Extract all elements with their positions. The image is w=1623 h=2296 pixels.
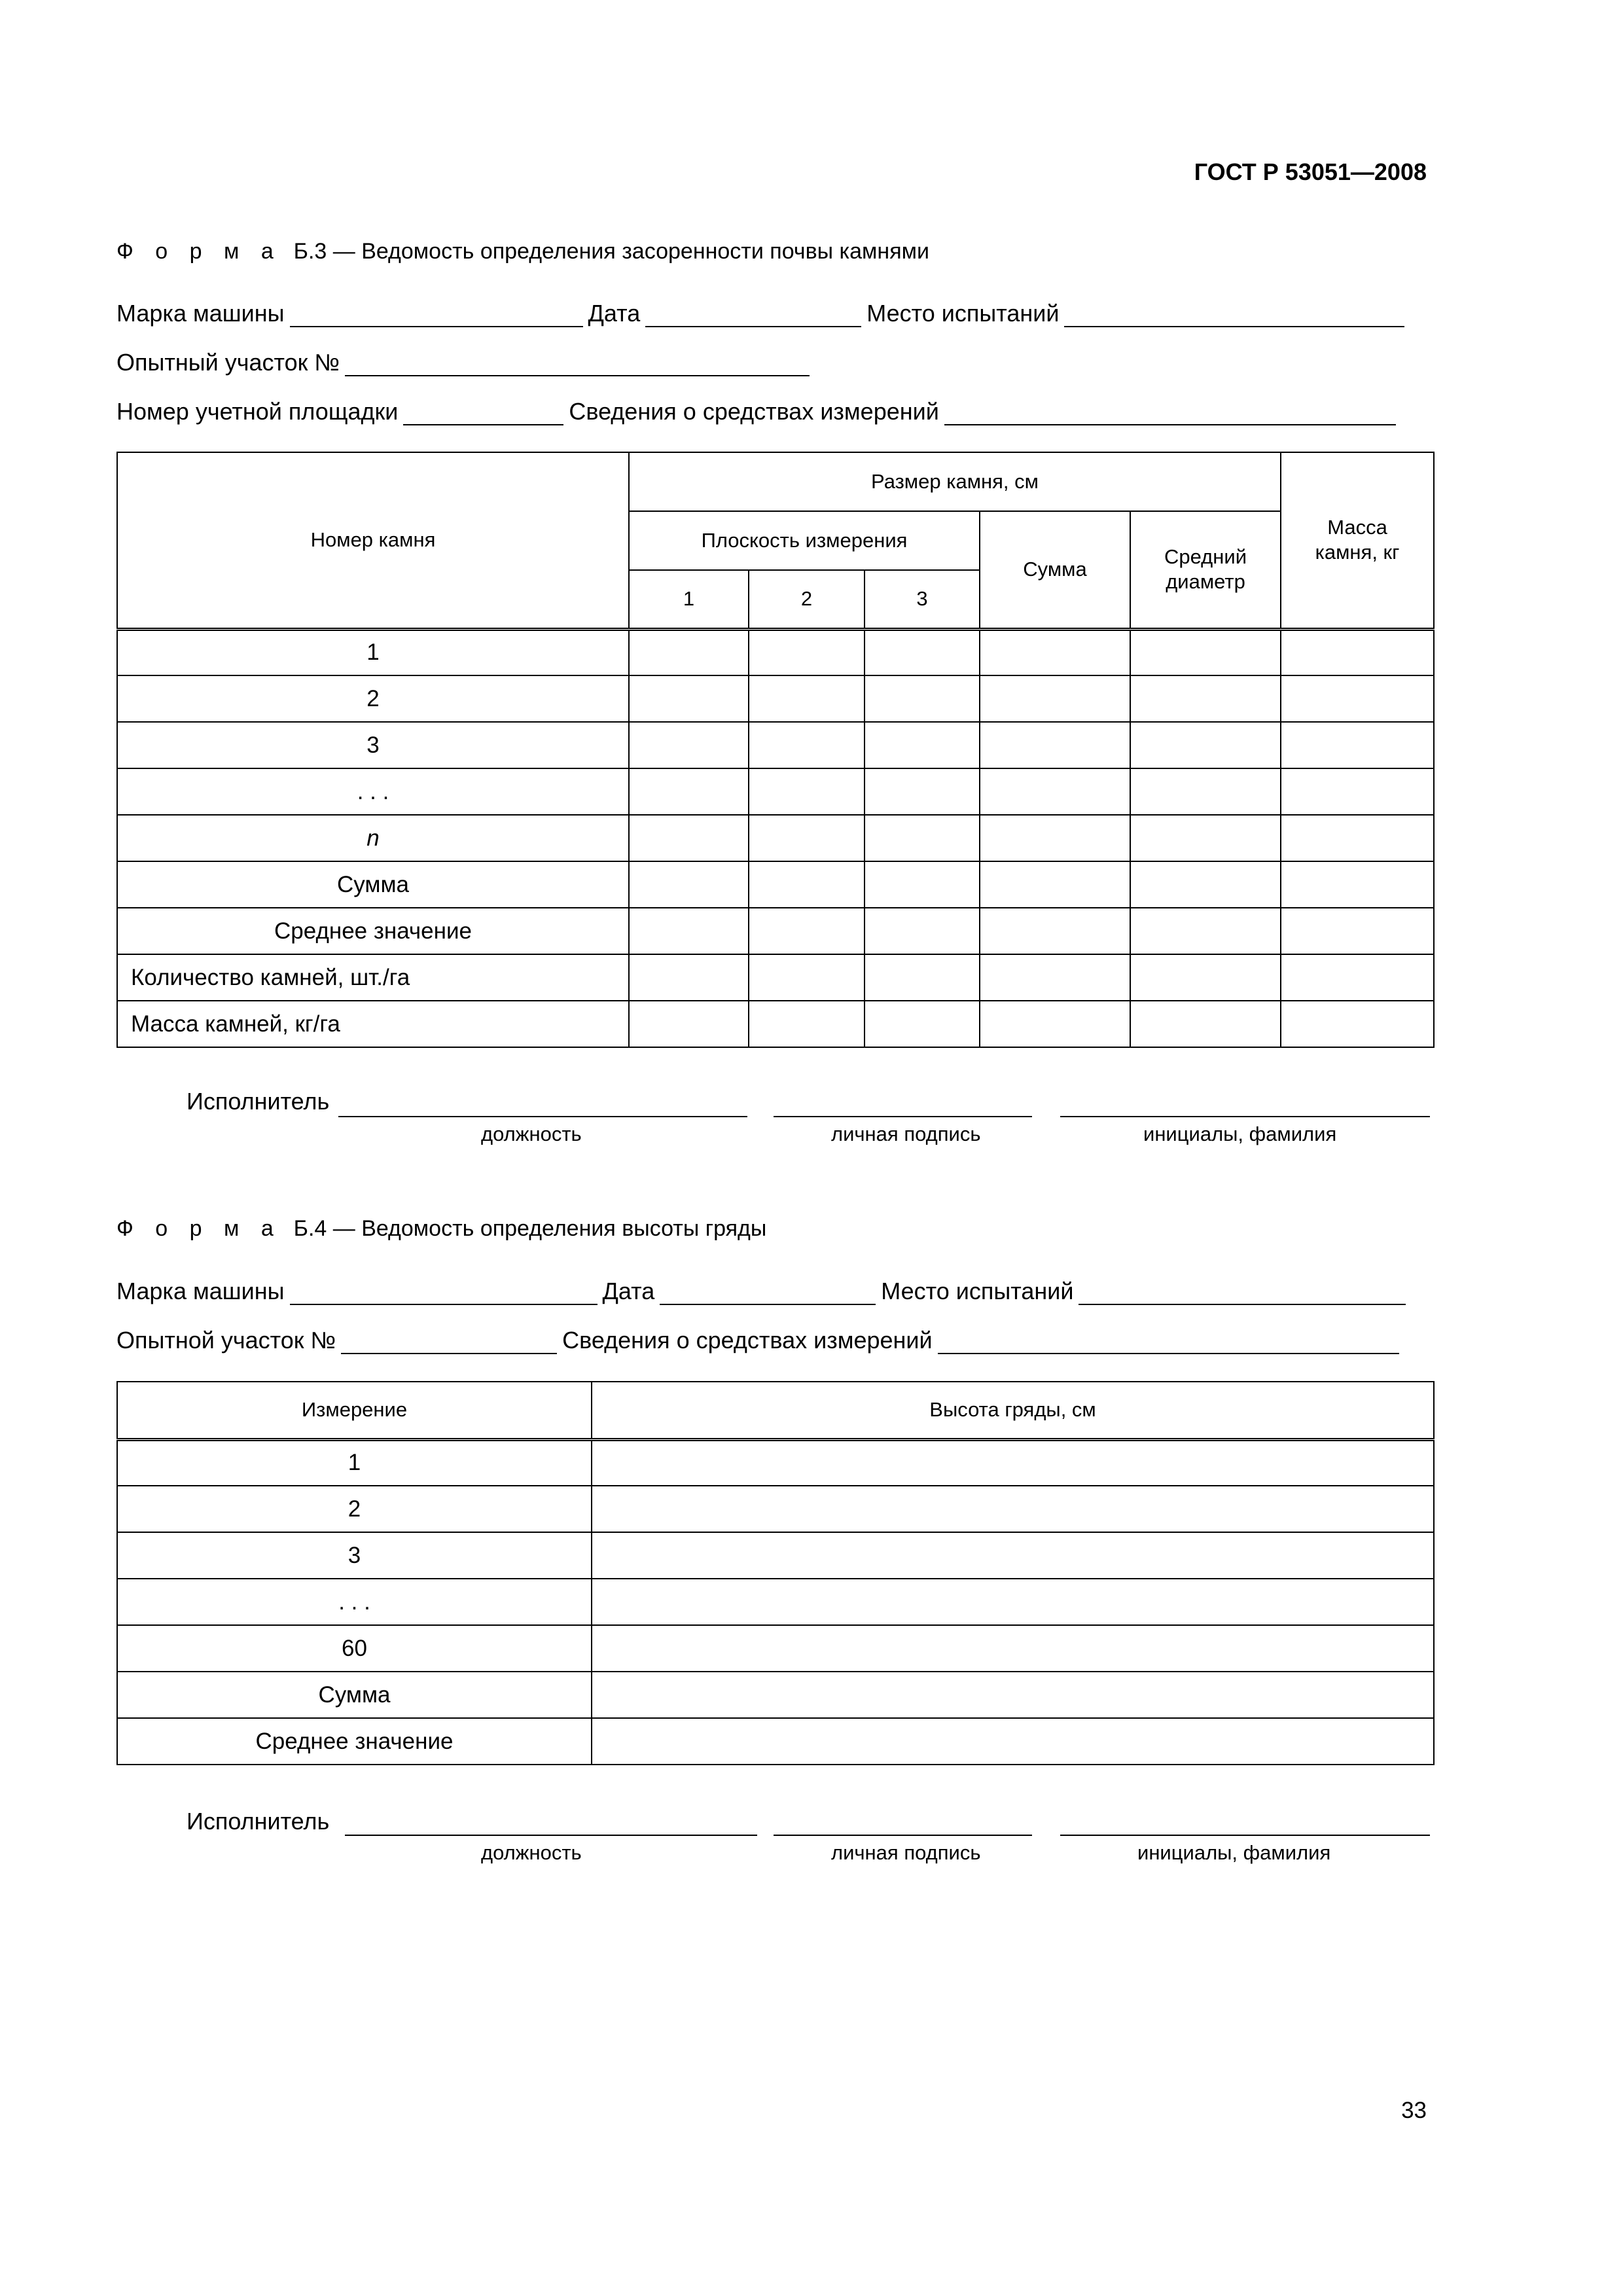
table-cell[interactable] xyxy=(1281,722,1434,768)
row-label: 1 xyxy=(117,629,629,675)
table-cell[interactable] xyxy=(749,815,865,861)
table-cell[interactable] xyxy=(749,908,865,954)
table-cell[interactable] xyxy=(865,768,980,815)
table-cell[interactable] xyxy=(980,768,1130,815)
table-cell[interactable] xyxy=(1130,815,1281,861)
form-b3-table xyxy=(116,452,1435,1048)
table-row xyxy=(117,1486,1434,1532)
signature-line[interactable] xyxy=(774,1835,1032,1836)
header-plane: Плоскость измерения xyxy=(629,511,980,570)
instruments-label: Сведения о средствах измерений xyxy=(562,1327,933,1354)
table-cell[interactable] xyxy=(980,629,1130,675)
table-cell[interactable] xyxy=(629,815,749,861)
row-label: 2 xyxy=(117,1486,592,1532)
table-cell[interactable] xyxy=(1281,1001,1434,1047)
table-cell[interactable] xyxy=(749,861,865,908)
plot-field[interactable] xyxy=(345,355,810,376)
table-cell[interactable] xyxy=(1281,675,1434,722)
test-place-label: Место испытаний xyxy=(881,1278,1074,1304)
row-label: Сумма xyxy=(117,1672,592,1718)
table-row xyxy=(117,908,1434,954)
table-row xyxy=(117,954,1434,1001)
table-cell[interactable] xyxy=(980,1001,1130,1047)
table-cell[interactable] xyxy=(865,815,980,861)
instruments-field[interactable] xyxy=(944,404,1396,425)
table-cell[interactable] xyxy=(629,675,749,722)
header-measurement: Измерение xyxy=(117,1382,592,1439)
row-label: 3 xyxy=(117,1532,592,1579)
row-label: Среднее значение xyxy=(117,1718,592,1765)
table-cell[interactable] xyxy=(980,815,1130,861)
machine-brand-label: Марка машины xyxy=(116,1278,285,1304)
table-cell[interactable] xyxy=(592,1625,1434,1672)
table-row xyxy=(117,1532,1434,1579)
table-cell[interactable] xyxy=(1281,768,1434,815)
table-cell[interactable] xyxy=(1130,954,1281,1001)
name-caption: инициалы, фамилия xyxy=(1137,1841,1331,1864)
table-row xyxy=(117,675,1434,722)
table-cell[interactable] xyxy=(980,861,1130,908)
form-b3-title-text: Б.3 — Ведомость определения засоренности почвы камнями xyxy=(293,239,929,264)
table-cell[interactable] xyxy=(1281,815,1434,861)
table-cell[interactable] xyxy=(1281,861,1434,908)
table-cell[interactable] xyxy=(1130,629,1281,675)
form-b4-row-machine xyxy=(116,1278,1411,1305)
area-number-field[interactable] xyxy=(403,404,563,425)
table-cell[interactable] xyxy=(629,629,749,675)
date-field[interactable] xyxy=(645,306,861,327)
signature-line[interactable] xyxy=(774,1116,1032,1117)
table-cell[interactable] xyxy=(749,1001,865,1047)
instruments-label: Сведения о средствах измерений xyxy=(569,398,939,425)
table-cell[interactable] xyxy=(592,1486,1434,1532)
table-cell[interactable] xyxy=(749,954,865,1001)
form-label: Ф о р м а xyxy=(116,1216,281,1241)
table-cell[interactable] xyxy=(1130,768,1281,815)
position-line[interactable] xyxy=(345,1835,757,1836)
form-b3-title xyxy=(116,239,929,264)
test-place-field[interactable] xyxy=(1079,1284,1406,1305)
table-cell[interactable] xyxy=(1130,675,1281,722)
instruments-field[interactable] xyxy=(938,1333,1399,1354)
table-row xyxy=(117,861,1434,908)
position-line[interactable] xyxy=(338,1116,747,1117)
form-b3-row-area xyxy=(116,398,1401,425)
table-row xyxy=(117,1625,1434,1672)
table-row xyxy=(117,629,1434,675)
row-label: 1 xyxy=(117,1439,592,1486)
header-ridge-height: Высота гряды, см xyxy=(592,1382,1434,1439)
executor-label: Исполнитель xyxy=(187,1088,330,1115)
table-cell[interactable] xyxy=(1281,629,1434,675)
row-label: n xyxy=(117,815,629,861)
row-label: Среднее значение xyxy=(117,908,629,954)
table-cell[interactable] xyxy=(1281,908,1434,954)
table-cell[interactable] xyxy=(1130,1001,1281,1047)
form-b4-table xyxy=(116,1381,1435,1765)
table-cell[interactable] xyxy=(865,722,980,768)
table-cell[interactable] xyxy=(1130,722,1281,768)
table-cell[interactable] xyxy=(592,1579,1434,1625)
table-cell[interactable] xyxy=(980,908,1130,954)
table-cell[interactable] xyxy=(592,1718,1434,1765)
table-cell[interactable] xyxy=(749,629,865,675)
header-plane-3: 3 xyxy=(865,570,980,629)
table-row xyxy=(117,1579,1434,1625)
table-cell[interactable] xyxy=(865,675,980,722)
table-cell[interactable] xyxy=(865,954,980,1001)
table-cell[interactable] xyxy=(1130,861,1281,908)
table-row xyxy=(117,1718,1434,1765)
table-cell[interactable] xyxy=(629,861,749,908)
table-row xyxy=(117,1001,1434,1047)
row-label: Масса камней, кг/га xyxy=(117,1001,629,1047)
table-row xyxy=(117,768,1434,815)
machine-brand-field[interactable] xyxy=(290,306,583,327)
table-cell[interactable] xyxy=(980,954,1130,1001)
row-label: Сумма xyxy=(117,861,629,908)
name-line[interactable] xyxy=(1060,1116,1430,1117)
plot-label: Опытной участок № xyxy=(116,1327,336,1354)
table-cell[interactable] xyxy=(629,722,749,768)
row-label: . . . xyxy=(117,768,629,815)
table-cell[interactable] xyxy=(980,675,1130,722)
table-row xyxy=(117,1439,1434,1486)
table-row xyxy=(117,1672,1434,1718)
table-cell[interactable] xyxy=(629,954,749,1001)
table-cell[interactable] xyxy=(1130,908,1281,954)
table-cell[interactable] xyxy=(629,768,749,815)
plot-label: Опытный участок № xyxy=(116,349,340,376)
position-caption: должность xyxy=(481,1122,582,1145)
executor-label: Исполнитель xyxy=(187,1808,330,1835)
date-field[interactable] xyxy=(660,1284,876,1305)
table-cell[interactable] xyxy=(1281,954,1434,1001)
date-label: Дата xyxy=(602,1278,655,1304)
header-stone-size: Размер камня, см xyxy=(629,452,1281,511)
area-number-label: Номер учетной площадки xyxy=(116,398,399,425)
table-row xyxy=(117,722,1434,768)
form-b4-title xyxy=(116,1216,766,1242)
form-b4-title-text: Б.4 — Ведомость определения высоты гряды xyxy=(293,1216,767,1241)
table-cell[interactable] xyxy=(629,908,749,954)
header-stone-mass: Масса камня, кг xyxy=(1281,452,1434,629)
position-caption: должность xyxy=(481,1841,582,1864)
row-label: 3 xyxy=(117,722,629,768)
table-row xyxy=(117,815,1434,861)
header-avg-diameter: Средний диаметр xyxy=(1130,511,1281,629)
name-caption: инициалы, фамилия xyxy=(1143,1122,1337,1145)
table-cell[interactable] xyxy=(865,1001,980,1047)
name-line[interactable] xyxy=(1060,1835,1430,1836)
header-plane-1: 1 xyxy=(629,570,749,629)
standard-number: ГОСТ Р 53051—2008 xyxy=(1194,158,1427,185)
form-b3-row-plot xyxy=(116,349,815,376)
table-cell[interactable] xyxy=(865,629,980,675)
row-label: 2 xyxy=(117,675,629,722)
form-label: Ф о р м а xyxy=(116,239,281,264)
header-stone-number: Номер камня xyxy=(117,452,629,629)
table-cell[interactable] xyxy=(629,1001,749,1047)
row-label: Количество камней, шт./га xyxy=(117,954,629,1001)
table-cell[interactable] xyxy=(980,722,1130,768)
table-cell[interactable] xyxy=(865,908,980,954)
test-place-label: Место испытаний xyxy=(866,300,1060,327)
table-cell[interactable] xyxy=(865,861,980,908)
machine-brand-label: Марка машины xyxy=(116,300,285,327)
form-b4-row-plot xyxy=(116,1327,1404,1354)
page-number: 33 xyxy=(1401,2098,1427,2123)
header-plane-2: 2 xyxy=(749,570,865,629)
table-cell[interactable] xyxy=(749,675,865,722)
table-cell[interactable] xyxy=(592,1439,1434,1486)
plot-field[interactable] xyxy=(341,1333,557,1354)
test-place-field[interactable] xyxy=(1064,306,1404,327)
table-cell[interactable] xyxy=(749,768,865,815)
machine-brand-field[interactable] xyxy=(290,1284,597,1305)
row-label: . . . xyxy=(117,1579,592,1625)
signature-caption: личная подпись xyxy=(831,1122,981,1145)
signature-caption: личная подпись xyxy=(831,1841,981,1864)
table-cell[interactable] xyxy=(749,722,865,768)
form-b3-row-machine xyxy=(116,300,1410,327)
row-label: 60 xyxy=(117,1625,592,1672)
table-cell[interactable] xyxy=(592,1532,1434,1579)
table-cell[interactable] xyxy=(592,1672,1434,1718)
date-label: Дата xyxy=(588,300,641,327)
header-sum: Сумма xyxy=(980,511,1130,629)
